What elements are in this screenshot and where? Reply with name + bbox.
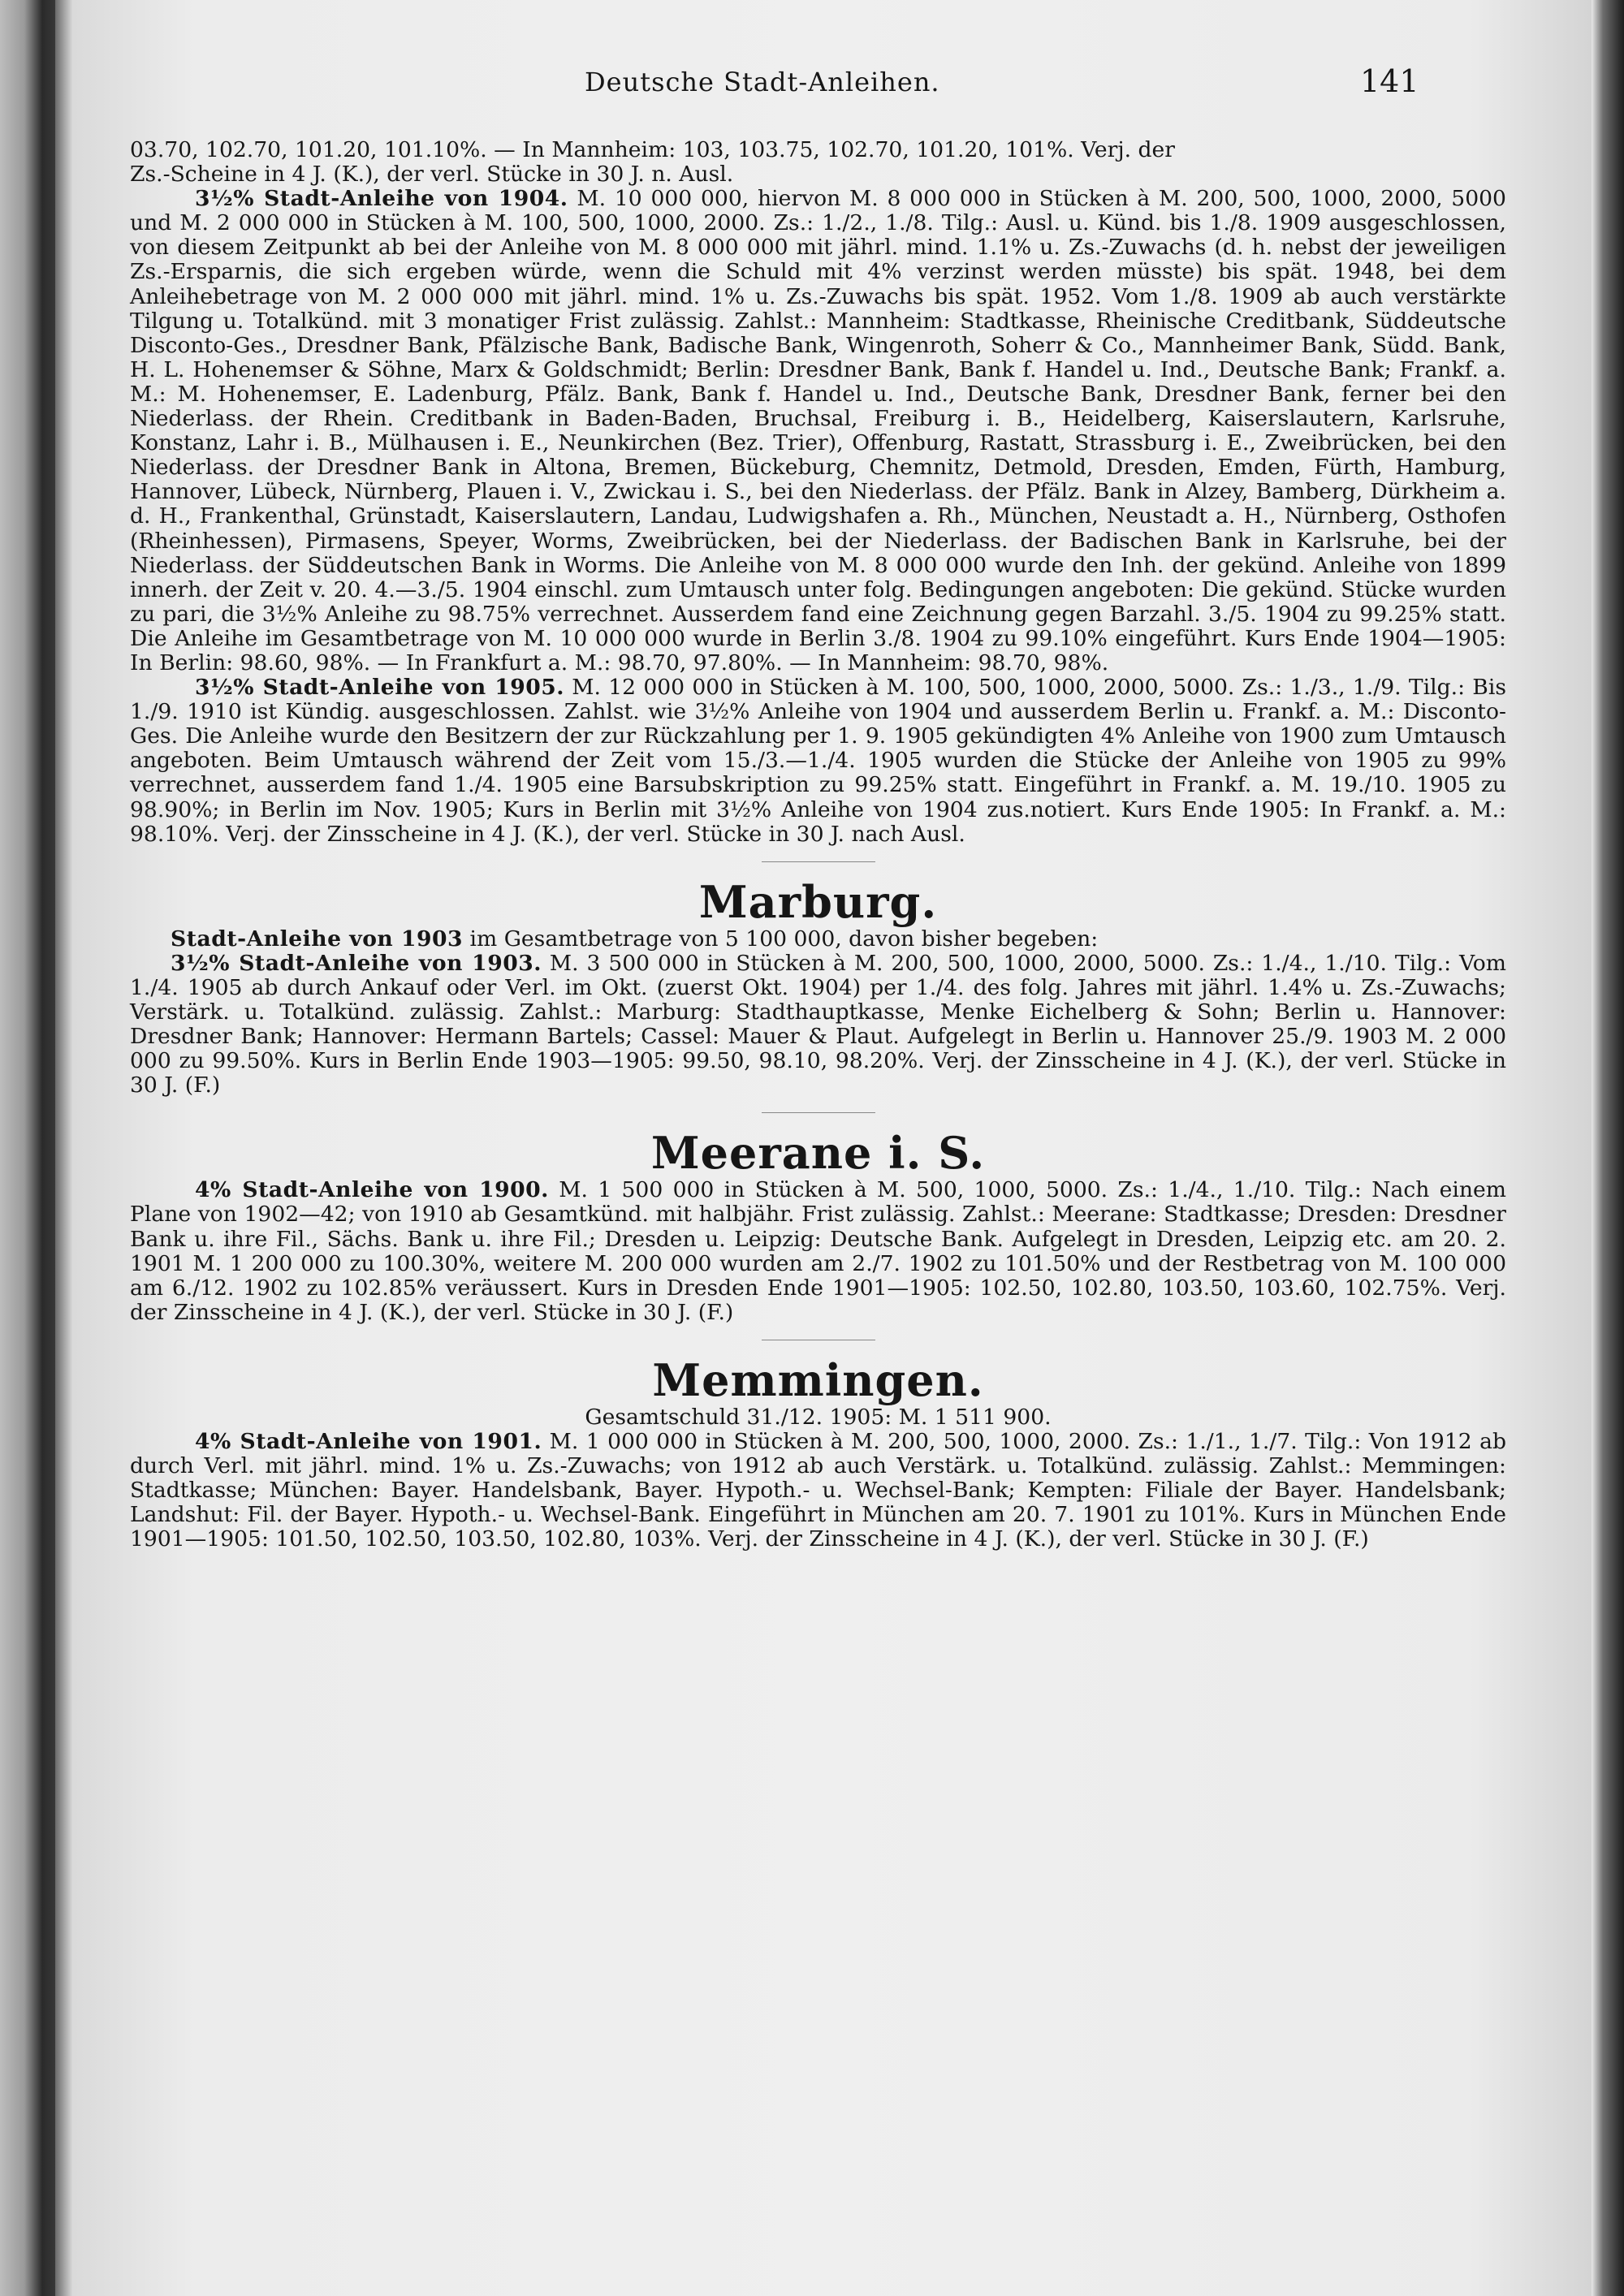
memmingen-debt-line: Gesamtschuld 31./12. 1905: M. 1 511 900. xyxy=(585,1404,1052,1430)
scan-page-edge-right xyxy=(1592,0,1624,2296)
city-heading-memmingen: Memmingen. xyxy=(652,1353,984,1406)
marburg-intro-text: im Gesamtbetrage von 5 100 000, davon bisher begeben: xyxy=(469,926,1099,952)
mannheim-loan-1904 xyxy=(130,187,1506,675)
running-header xyxy=(73,63,1592,107)
marburg-loan-title: 3½% Stadt-Anleihe von 1903. xyxy=(171,950,542,976)
memmingen-loan-title: 4% Stadt-Anleihe von 1901. xyxy=(195,1429,542,1455)
mannheim-loan-1905 xyxy=(130,675,1506,847)
city-heading-meerane: Meerane i. S. xyxy=(650,1127,986,1180)
marburg-intro xyxy=(130,927,1506,952)
city-heading-marburg: Marburg. xyxy=(698,875,938,928)
scan-page-edge-left xyxy=(55,0,73,2296)
section-divider xyxy=(762,861,875,862)
memmingen-loan-1901 xyxy=(130,1430,1506,1552)
marburg-loan-text: M. 3 500 000 in Stücken à M. 200, 500, 1000, 2000, 5000. Zs.: 1./4., 1./10. Tilg.: Vom 1./4. 1905 ab durch Ankauf oder Verl. im Okt. (zuerst Okt. 1904) per 1./4. des folg. Jahres mit jährl. 1.4% u. Zs.-Zuwachs; Verstärk. u. Totalkünd. zulässig. Zahlst.: Marburg: Stadthauptkasse, Menke Eichelberg & Sohn; Berlin u. Hannover: Dresdner Bank; Hannover: Hermann Bartels; Cassel: Mauer & Plaut. Aufgelegt in Berlin u. Hannover 25./9. 1903 M. 2 000 000 zu 99.50%. Kurs in Berlin Ende 1903—1905: 99.50, 98.10, 98.20%. Verj. der Zinsscheine in 4 J. (K.), der verl. Stücke in 30 J. (F.) xyxy=(130,950,1506,1098)
section-divider xyxy=(762,1112,875,1113)
loan-title-1905: 3½% Stadt-Anleihe von 1905. xyxy=(195,675,565,701)
meerane-loan-text: M. 1 500 000 in Stücken à M. 500, 1000, 5000. Zs.: 1./4., 1./10. Tilg.: Nach einem Plane von 1902—42; von 1910 ab Gesamtkünd. mit halbjähr. Frist zulässig. Zahlst.: Meerane: Stadtkasse; Dresden: Dresdner Bank u. ihre Fil., Sächs. Bank u. ihre Fil.; Dresden u. Leipzig: Deutsche Bank. Aufgelegt in Dresden, Leipzig etc. am 20. 2. 1901 M. 1 200 000 zu 100.30%, weitere M. 200 000 wurden am 2./7. 1902 zu 101.50% und der Restbetrag von M. 100 000 am 6./12. 1902 zu 102.85% veräussert. Kurs in Dresden Ende 1901—1905: 102.50, 102.80, 103.50, 103.60, 102.75%. Verj. der Zinsscheine in 4 J. (K.), der verl. Stücke in 30 J. (F.) xyxy=(130,1177,1506,1325)
scan-binding-shadow xyxy=(0,0,55,2296)
running-title: Deutsche Stadt-Anleihen. xyxy=(585,67,940,97)
loan-text-1904: M. 10 000 000, hiervon M. 8 000 000 in Stücken à M. 200, 500, 1000, 2000, 5000 und M. 2 000 000 in Stücken à M. 100, 500, 1000, 2000. Zs.: 1./2., 1./8. Tilg.: Ausl. u. Künd. bis 1./8. 1909 ausgeschlossen, von diesem Zeitpunkt ab bei der Anleihe von M. 8 000 000 mit jährl. mind. 1.1% u. Zs.-Zuwachs (d. h. nebst der jeweiligen Zs.-Ersparnis, die sich ergeben würde, wenn die Schuld mit 4% verzinst werden müsste) bis spät. 1948, bei dem Anleihebetrage von M. 2 000 000 mit jährl. mind. 1% u. Zs.-Zuwachs bis spät. 1952. Vom 1./8. 1909 ab auch verstärkte Tilgung u. Totalkünd. mit 3 monatiger Frist zulässig. Zahlst.: Mannheim: Stadtkasse, Rheinische Creditbank, Süddeutsche Disconto-Ges., Dresdner Bank, Pfälzische Bank, Badische Bank, Wingenroth, Soherr & Co., Mannheimer Bank, Südd. Bank, H. L. Hohenemser & Söhne, Marx & Goldschmidt; Berlin: Dresdner Bank, Bank f. Handel u. Ind., Deutsche Bank; Frankf. a. M.: M. Hohenemser, E. Ladenburg, Pfälz. Bank, Bank f. Handel u. Ind., Deutsche Bank, Dresdner Bank, ferner bei den Niederlass. der Rhein. Creditbank in Baden-Baden, Bruchsal, Freiburg i. B., Heidelberg, Kaiserslautern, Karlsruhe, Konstanz, Lahr i. B., Mülhausen i. E., Neunkirchen (Bez. Trier), Offenburg, Rastatt, Strassburg i. E., Zweibrücken, bei den Niederlass. der Dresdner Bank in Altona, Bremen, Bückeburg, Chemnitz, Detmold, Dresden, Emden, Fürth, Hamburg, Hannover, Lübeck, Nürnberg, Plauen i. V., Zwickau i. S., bei den Niederlass. der Pfälz. Bank in Alzey, Bamberg, Dürkheim a. d. H., Frankenthal, Grünstadt, Kaiserslautern, Landau, Ludwigshafen a. Rh., München, Neustadt a. H., Nürnberg, Osthofen (Rheinhessen), Pirmasens, Speyer, Worms, Zweibrücken, bei der Niederlass. der Badischen Bank in Karlsruhe, bei der Niederlass. der Süddeutschen Bank in Worms. Die Anleihe von M. 8 000 000 wurde den Inh. der gekünd. Anleihe von 1899 innerh. der Zeit v. 20. 4.—3./5. 1904 einschl. zum Umtausch unter folg. Bedingungen angeboten: Die gekünd. Stücke wurden zu pari, die 3½% Anleihe zu 98.75% verrechnet. Ausserdem fand eine Zeichnung gegen Barzahl. 3./5. 1904 zu 99.25% statt. Die Anleihe im Gesamtbetrage von M. 10 000 000 wurde in Berlin 3./8. 1904 zu 99.10% eingeführt. Kurs Ende 1904—1905: In Berlin: 98.60, 98%. — In Frankfurt a. M.: 98.70, 97.80%. — In Mannheim: 98.70, 98%. xyxy=(130,186,1506,675)
loan-title-1904: 3½% Stadt-Anleihe von 1904. xyxy=(195,186,568,212)
book-page xyxy=(73,0,1592,2296)
text-block xyxy=(130,138,1506,1552)
memmingen-loan-text: M. 1 000 000 in Stücken à M. 200, 500, 1000, 2000. Zs.: 1./1., 1./7. Tilg.: Von 1912 ab durch Verl. mit jährl. mind. 1% u. Zs.-Zuwachs; von 1912 ab auch Verstärk. u. Totalkünd. zulässig. Zahlst.: Memmingen: Stadtkasse; München: Bayer. Handelsbank, Bayer. Hypoth.- u. Wechsel-Bank; Kempten: Filiale der Bayer. Handelsbank; Landshut: Fil. der Bayer. Hypoth.- u. Wechsel-Bank. Eingeführt in München am 20. 7. 1901 zu 101%. Kurs in München Ende 1901—1905: 101.50, 102.50, 103.50, 102.80, 103%. Verj. der Zinsscheine in 4 J. (K.), der verl. Stücke in 30 J. (F.) xyxy=(130,1429,1506,1552)
marburg-intro-title: Stadt-Anleihe von 1903 xyxy=(171,926,464,952)
loan-text-1905: M. 12 000 000 in Stücken à M. 100, 500, 1000, 2000, 5000. Zs.: 1./3., 1./9. Tilg.: Bis 1./9. 1910 ist Kündig. ausgeschlossen. Zahlst. wie 3½% Anleihe von 1904 und ausserdem Berlin u. Frankf. a. M.: Disconto-Ges. Die Anleihe wurde den Besitzern der zur Rückzahlung per 1. 9. 1905 gekündigten 4% Anleihe von 1900 zum Umtausch angeboten. Beim Umtausch während der Zeit vom 15./3.—1./4. 1905 wurden die Stücke der Anleihe von 1905 zu 99% verrechnet, ausserdem fand 1./4. 1905 eine Barsubskription zu 99.25% statt. Eingeführt in Frankf. a. M. 19./10. 1905 zu 98.90%; in Berlin im Nov. 1905; Kurs in Berlin mit 3½% Anleihe von 1904 zus.notiert. Kurs Ende 1905: In Frankf. a. M.: 98.10%. Verj. der Zinsscheine in 4 J. (K.), der verl. Stücke in 30 J. nach Ausl. xyxy=(130,675,1506,847)
mannheim-continuation-line-2: Zs.-Scheine in 4 J. (K.), der verl. Stücke in 30 J. n. Ausl. xyxy=(130,162,734,188)
page-number: 141 xyxy=(1360,63,1419,99)
marburg-loan-1903 xyxy=(130,952,1506,1098)
mannheim-continuation-line-1: 03.70, 102.70, 101.20, 101.10%. — In Mannheim: 103, 103.75, 102.70, 101.20, 101%. Verj. der xyxy=(130,137,1175,162)
meerane-loan-1900 xyxy=(130,1178,1506,1325)
meerane-loan-title: 4% Stadt-Anleihe von 1900. xyxy=(195,1177,549,1203)
